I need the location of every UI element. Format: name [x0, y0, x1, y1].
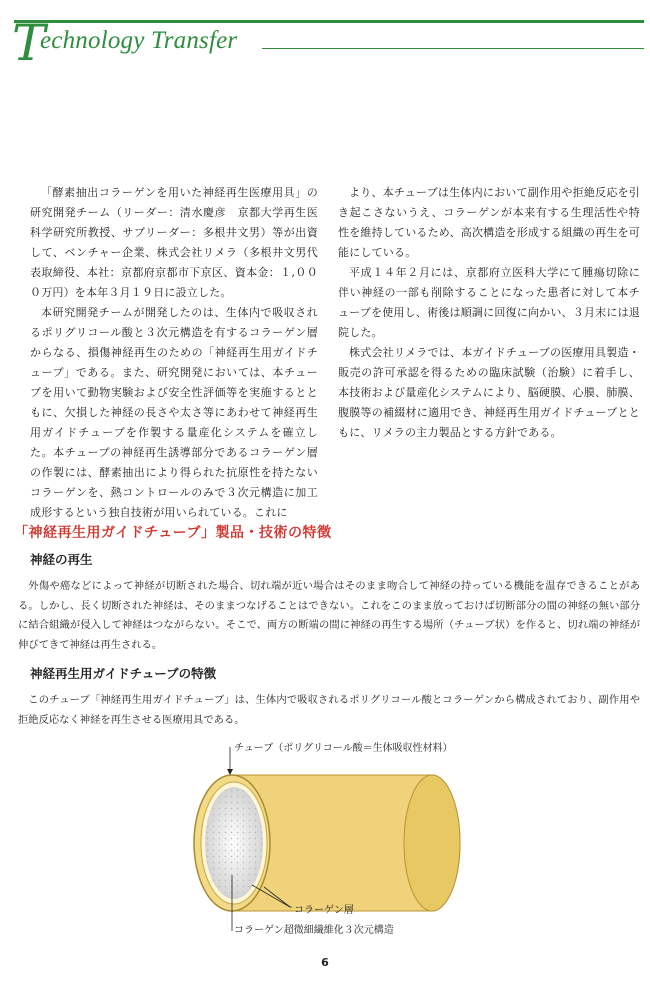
paragraph: 平成１４年２月には、京都府立医科大学にて腫瘍切除に伴い神経の一部も削除することになった患者に対して本チューブを使用し、術後は順調に回復に向かい、３月末には退院した。: [338, 266, 640, 339]
paragraph: 株式会社リメラでは、本ガイドチューブの医療用具製造・販売の許可承認を得るための臨床試験（治験）に着手し、本技術および量産化システムにより、脳硬膜、心膜、肺膜、腹膜等の補綴材に適用でき、神経再生用ガイドチューブとともに、リメラの主力製品とする方針である。: [338, 346, 640, 439]
label-collagen-structure: コラーゲン超微細繊維化３次元構造: [234, 925, 394, 936]
page-number: 6: [321, 956, 329, 969]
tube-diagram: [170, 735, 490, 945]
header-title: echnology Transfer: [40, 27, 238, 54]
label-collagen-layer: コラーゲン層: [294, 905, 354, 916]
subheading-tube-features: 神経再生用ガイドチューブの特徴: [30, 666, 217, 681]
section-title: 「神経再生用ガイドチューブ」製品・技術の特徴: [14, 525, 332, 541]
paragraph: 「酵素抽出コラーゲンを用いた神経再生医療用具」の研究開発チーム（リーダー：清水慶彦 京都大学再生医科学研究所教授、サブリーダー：多根井文男）等が出資して、ベンチャー企業、株式会社リメラ（多根井文男代表取締役、本社：京都府京都市下京区、資本金：１,０００万円）を本年３月１９日に設立した。: [30, 186, 318, 299]
paragraph: 外傷や癌などによって神経が切断された場合、切れ端が近い場合はそのまま吻合して神経の持っている機能を温存できることがある。しかし、長く切断された神経は、そのままつなげることはできない。これをこのまま放っておけば切断部分の間の神経の無い部分に結合組織が侵入して神経はつながらない。そこで、両方の断端の間に神経の再生する場所（チューブ状）を作ると、切れ端の神経が伸びてきて神経は再生される。: [18, 580, 640, 651]
left-column: [30, 183, 318, 523]
header-rule: [14, 20, 644, 23]
paragraph: このチューブ「神経再生用ガイドチューブ」は、生体内で吸収されるポリグリコール酸とコラーゲンから構成されており、副作用や拒絶反応なく神経を再生させる医療用具である。: [18, 694, 640, 726]
header-underline: [262, 48, 644, 49]
paragraph: 本研究開発チームが開発したのは、生体内で吸収されるポリグリコール酸と３次元構造を有するコラーゲン層からなる、損傷神経再生のための「神経再生用ガイドチューブ」である。また、研究開発においては、本チューブを用いて動物実験および安全性評価等を実施するとともに、欠損した神経の長さや太さ等にあわせて神経再生用ガイドチューブを作製する量産化システムを確立した。本チューブの神経再生誘導部分であるコラーゲン層の作製には、酵素抽出により得られた抗原性を持たないコラーゲンを、熱コントロールのみで３次元構造に加工成形するという独自技術が用いられている。これに: [30, 306, 318, 519]
tube-features-text: [18, 691, 640, 730]
paragraph: より、本チューブは生体内において副作用や拒絶反応を引き起こさないうえ、コラーゲンが本来有する生理活性や特性を維持しているため、高次構造を形成する組織の再生を可能にしている。: [338, 186, 640, 259]
header-initial: T: [12, 14, 46, 72]
nerve-regeneration-text: [18, 577, 640, 655]
right-column: [338, 183, 640, 443]
subheading-nerve-regeneration: 神経の再生: [30, 552, 93, 567]
label-tube: チューブ（ポリグリコール酸＝生体吸収性材料）: [234, 743, 453, 754]
